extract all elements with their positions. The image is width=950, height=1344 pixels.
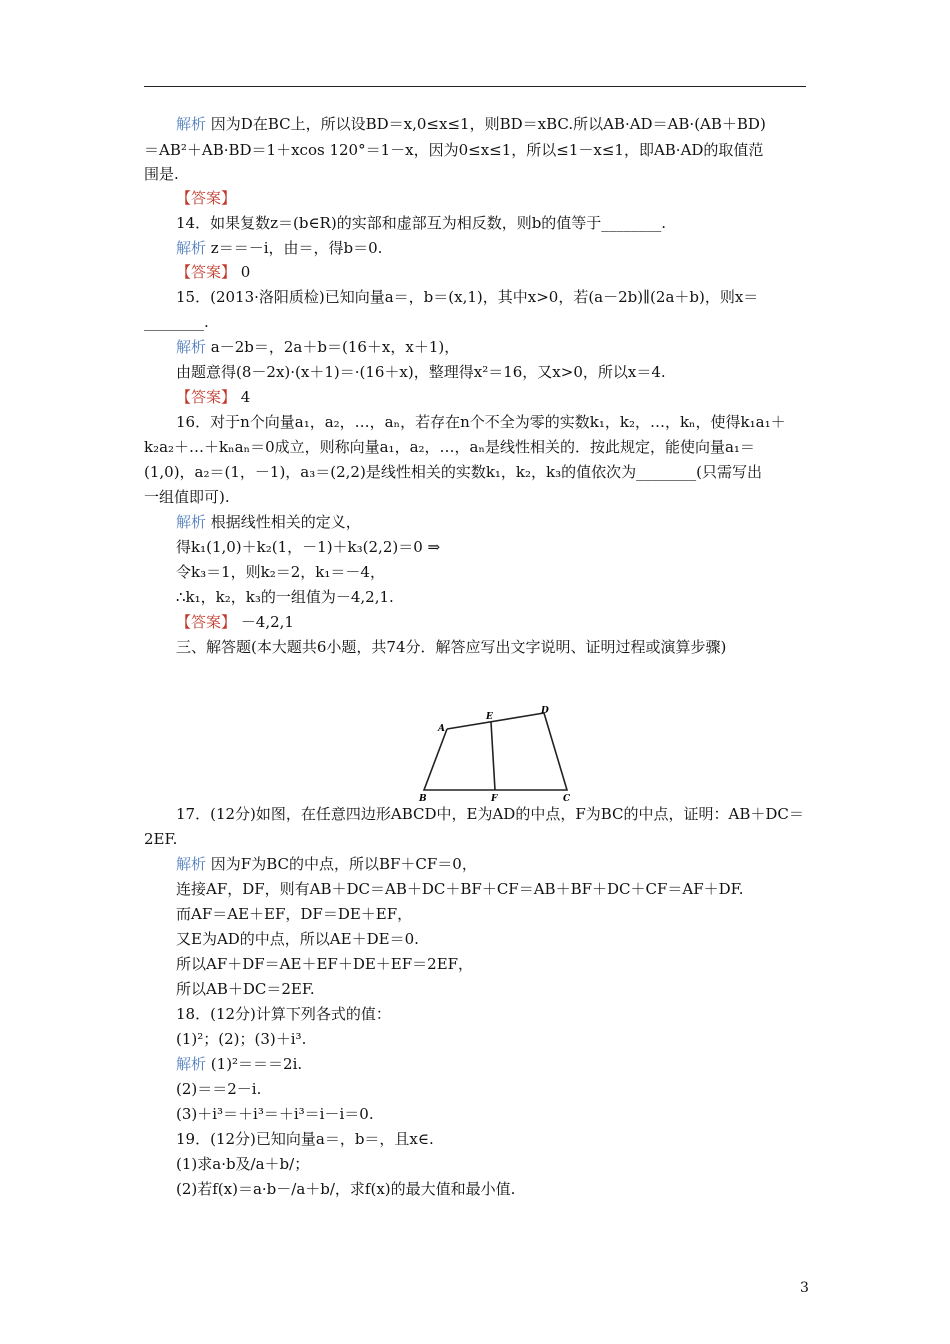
- text-line: [176, 1178, 515, 1200]
- answer-label: 【答案】: [176, 263, 237, 281]
- text-line: [144, 436, 755, 458]
- analysis-label: 解析: [176, 115, 207, 133]
- text-line: [176, 361, 666, 383]
- line-text: 14．如果复数z＝(b∈R)的实部和虚部互为相反数，则b的值等于________.: [176, 214, 667, 232]
- quadrilateral-figure: [410, 703, 580, 807]
- label-A: A: [438, 724, 445, 734]
- line-text: 因为D在BC上，所以设BD＝x,0≤x≤1，则BD＝xBC.所以AB·AD＝AB·(AB＋BD): [210, 115, 766, 133]
- text-line: [144, 311, 209, 333]
- line-text: 连接AF，DF，则有AB＋DC＝AB＋DC＋BF＋CF＝AB＋BF＋DC＋CF＝AF＋DF.: [176, 880, 744, 898]
- analysis-label: 解析: [176, 338, 207, 356]
- text-line: [144, 461, 762, 483]
- label-B: B: [419, 794, 427, 804]
- line-text: 又E为AD的中点，所以AE＋DE＝0.: [176, 930, 419, 948]
- line-text: (1)求a·b及/a＋b/；: [176, 1155, 310, 1173]
- line-text: 4: [240, 388, 251, 406]
- text-line: [176, 1028, 306, 1050]
- text-line: [176, 511, 361, 533]
- answer-label: 【答案】: [176, 189, 237, 207]
- text-line: [176, 1003, 391, 1025]
- line-text: (3)＋i³＝＋i³＝＋i³＝i－i＝0.: [176, 1105, 374, 1123]
- analysis-label: 解析: [176, 1055, 207, 1073]
- label-C: C: [563, 794, 571, 804]
- line-text: ∴k₁，k₂，k₃的一组值为－4,2,1.: [176, 588, 394, 606]
- line-text: 围是.: [144, 165, 179, 183]
- line-text: ＝AB²＋AB·BD＝1＋xcos 120°＝1－x，因为0≤x≤1，所以≤1－x≤1，即AB·AD的取值范: [144, 141, 764, 159]
- line-text: 得k₁(1,0)＋k₂(1，－1)＋k₃(2,2)＝0 ⇒: [176, 538, 441, 556]
- line-text: 19．(12分)已知向量a＝，b＝，且x∈.: [176, 1130, 434, 1148]
- text-line: [176, 978, 315, 1000]
- text-line: [144, 486, 230, 508]
- text-line: [144, 163, 179, 185]
- text-line: [144, 828, 177, 850]
- line-text: 2EF.: [144, 830, 178, 848]
- text-line: [176, 636, 726, 658]
- text-line: [176, 928, 419, 950]
- analysis-label: 解析: [176, 855, 207, 873]
- line-text: 所以AB＋DC＝2EF.: [176, 980, 315, 998]
- line-text: 而AF＝AE＋EF，DF＝DE＋EF，: [176, 905, 413, 923]
- line-text: 0: [240, 263, 251, 281]
- text-line: [176, 561, 385, 583]
- line-text: 所以AF＋DF＝AE＋EF＋DE＋EF＝2EF，: [176, 955, 474, 973]
- text-line: [176, 586, 394, 608]
- line-text: ________.: [144, 313, 209, 331]
- text-line: [176, 1128, 434, 1150]
- text-line: [176, 1078, 261, 1100]
- line-text: －4,2,1: [240, 613, 294, 631]
- text-line: [176, 411, 786, 433]
- text-line: [176, 1153, 309, 1175]
- text-line: [176, 286, 758, 308]
- page-number: 3: [800, 1280, 809, 1296]
- line-text: 一组值即可).: [144, 488, 230, 506]
- line-text: (1,0)，a₂＝(1，－1)，a₃＝(2,2)是线性相关的实数k₁，k₂，k₃的值依次为________(只需写出: [144, 463, 762, 481]
- line-text: a－2b＝，2a＋b＝(16＋x，x＋1)，: [210, 338, 460, 356]
- line-text: 17．(12分)如图，在任意四边形ABCD中，E为AD的中点，F为BC的中点，证明：AB＋DC＝: [176, 805, 804, 823]
- analysis-label: 解析: [176, 239, 207, 257]
- text-line: [176, 336, 459, 358]
- text-line: [176, 386, 250, 408]
- label-E: E: [486, 712, 493, 722]
- line-text: 根据线性相关的定义，: [210, 513, 361, 531]
- text-line: [176, 113, 766, 135]
- line-text: 15．(2013·洛阳质检)已知向量a＝，b＝(x,1)，其中x>0，若(a－2b)∥(2a＋b)，则x＝: [176, 288, 759, 306]
- label-D: D: [541, 706, 549, 716]
- line-text: (2)＝＝2－i.: [176, 1080, 262, 1098]
- line-text: 由题意得(8－2x)·(x＋1)＝·(16＋x)，整理得x²＝16，又x>0，所以x＝4.: [176, 363, 666, 381]
- text-line: [176, 611, 294, 633]
- text-line: [176, 878, 744, 900]
- text-line: [176, 237, 382, 259]
- line-text: 因为F为BC的中点，所以BF＋CF＝0，: [210, 855, 477, 873]
- text-line: [176, 1053, 302, 1075]
- text-line: [176, 187, 236, 209]
- line-text: 18．(12分)计算下列各式的值：: [176, 1005, 391, 1023]
- line-text: k₂a₂＋…＋kₙaₙ＝0成立，则称向量a₁，a₂，…，aₙ是线性相关的．按此规定，能使向量a₁＝: [144, 438, 755, 456]
- answer-label: 【答案】: [176, 388, 237, 406]
- header-rule: [144, 86, 806, 87]
- line-text: (2)若f(x)＝a·b－/a＋b/，求f(x)的最大值和最小值.: [176, 1180, 516, 1198]
- text-line: [144, 139, 763, 161]
- text-line: [176, 261, 250, 283]
- text-line: [176, 212, 666, 234]
- answer-label: 【答案】: [176, 613, 237, 631]
- line-text: (1)²＝＝＝2i.: [210, 1055, 303, 1073]
- analysis-label: 解析: [176, 513, 207, 531]
- line-text: 三、解答题(本大题共6小题，共74分．解答应写出文字说明、证明过程或演算步骤): [176, 638, 727, 656]
- line-text: 16．对于n个向量a₁，a₂，…，aₙ，若存在n个不全为零的实数k₁，k₂，…，kₙ，使得k₁a₁＋: [176, 413, 786, 431]
- text-line: [176, 853, 477, 875]
- line-text: z＝＝－i，由＝，得b＝0.: [210, 239, 383, 257]
- line-text: 令k₃＝1，则k₂＝2，k₁＝－4，: [176, 563, 385, 581]
- text-line: [176, 903, 412, 925]
- label-F: F: [491, 794, 498, 804]
- text-line: [176, 953, 473, 975]
- text-line: [176, 536, 440, 558]
- line-text: (1)²；(2)；(3)＋i³.: [176, 1030, 307, 1048]
- text-line: [176, 1103, 374, 1125]
